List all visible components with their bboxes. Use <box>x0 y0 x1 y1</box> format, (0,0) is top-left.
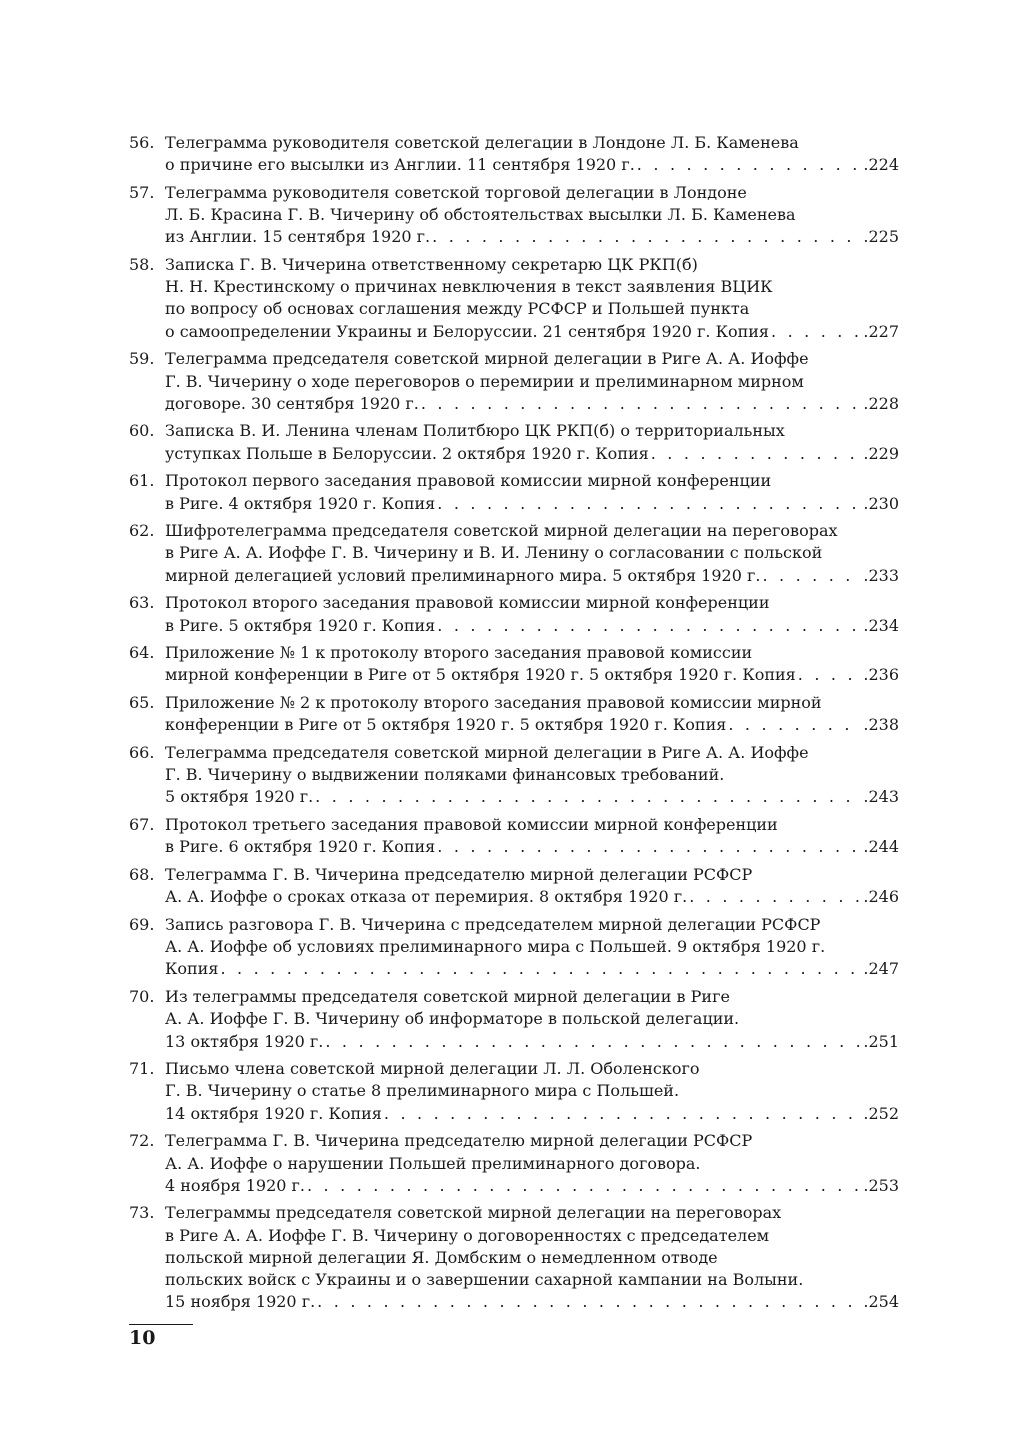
entry-last-line <box>165 615 899 637</box>
entry-page-number: .251 <box>863 1031 899 1051</box>
entry-title-line: Копия <box>165 959 219 979</box>
dot-leader <box>307 1175 861 1197</box>
entry-number: 61. <box>129 471 155 491</box>
entry-last-line <box>165 154 899 176</box>
toc-entry <box>129 420 899 464</box>
entry-number: 70. <box>129 987 155 1007</box>
toc-entry <box>129 1058 899 1125</box>
toc-entry <box>129 742 899 809</box>
entry-title-line: о причине его высылки из Англии. 11 сентября 1920 г. <box>165 155 635 175</box>
entry-title-line: Протокол третьего заседания правовой комиссии мирной конференции <box>165 815 778 835</box>
entry-title-line: 4 ноября 1920 г. <box>165 1175 305 1195</box>
entry-title-line: о самоопределении Украины и Белоруссии. 21 сентября 1920 г. Копия <box>165 321 770 341</box>
entry-page-number: .254 <box>863 1292 899 1312</box>
dot-leader <box>437 493 861 515</box>
entry-number: 59. <box>129 349 155 369</box>
entry-number: 60. <box>129 421 155 441</box>
entry-last-line <box>165 1291 899 1313</box>
entry-title-line: Г. В. Чичерину о статье 8 прелиминарного мира с Польшей. <box>165 1081 680 1101</box>
entry-title-line: Из телеграммы председателя советской мирной делегации в Риге <box>165 987 730 1007</box>
dot-leader <box>689 886 861 908</box>
entry-last-line <box>165 443 899 465</box>
entry-number: 64. <box>129 643 155 663</box>
entry-title-line: Приложение № 2 к протоколу второго заседания правовой комиссии мирной <box>165 693 822 713</box>
dot-leader <box>384 1103 862 1125</box>
toc-entry <box>129 132 899 176</box>
dot-leader <box>317 1291 861 1313</box>
dot-leader <box>432 226 861 248</box>
entry-title-line: в Риге. 4 октября 1920 г. Копия <box>165 493 436 513</box>
entry-number: 72. <box>129 1131 155 1151</box>
dot-leader <box>437 615 861 637</box>
toc-entry <box>129 348 899 415</box>
footer-rule <box>129 1324 193 1325</box>
dot-leader <box>325 1031 861 1053</box>
entry-last-line <box>165 565 899 587</box>
entry-page-number: .243 <box>863 787 899 807</box>
entry-page-number: .228 <box>863 393 899 413</box>
entry-title-line: А. А. Иоффе о сроках отказа от перемирия. 8 октября 1920 г. <box>165 887 688 907</box>
entry-number: 56. <box>129 133 155 152</box>
entry-title-line: Телеграммы председателя советской мирной делегации на переговорах <box>165 1203 782 1223</box>
toc-entry <box>129 914 899 981</box>
entry-number: 65. <box>129 693 155 713</box>
entry-title-line: мирной конференции в Риге от 5 октября 1920 г. 5 октября 1920 г. Копия <box>165 665 796 685</box>
toc-entry <box>129 814 899 858</box>
entry-title-line: Записка В. И. Ленина членам Политбюро ЦК РКП(б) о территориальных <box>165 421 785 441</box>
toc-entry <box>129 986 899 1053</box>
entry-title-line: Письмо члена советской мирной делегации Л. Л. Оболенского <box>165 1059 700 1079</box>
entry-title-line: А. А. Иоффе об условиях прелиминарного мира с Польшей. 9 октября 1920 г. <box>165 937 826 957</box>
entry-number: 66. <box>129 743 155 763</box>
entry-title-line: 14 октября 1920 г. Копия <box>165 1103 382 1123</box>
entry-number: 62. <box>129 521 155 541</box>
entry-page-number: .247 <box>863 959 899 979</box>
entry-title-line: Протокол первого заседания правовой комиссии мирной конференции <box>165 471 772 491</box>
entry-title-line: Н. Н. Крестинскому о причинах невключения в текст заявления ВЦИК <box>165 277 773 297</box>
entry-number: 63. <box>129 593 155 613</box>
toc-entry <box>129 1130 899 1197</box>
entry-number: 71. <box>129 1059 155 1079</box>
dot-leader <box>437 836 861 858</box>
toc-entry <box>129 470 899 514</box>
entry-title-line: в Риге. 5 октября 1920 г. Копия <box>165 615 436 635</box>
entry-last-line <box>165 958 899 980</box>
entry-last-line <box>165 226 899 248</box>
entry-last-line <box>165 714 899 736</box>
entry-page-number: .225 <box>863 227 899 247</box>
entry-last-line <box>165 1103 899 1125</box>
entry-title-line: Телеграмма Г. В. Чичерина председателю мирной делегации РСФСР <box>165 1131 753 1151</box>
entry-title-line: Г. В. Чичерину о ходе переговоров о перемирии и прелиминарном мирном <box>165 371 804 391</box>
entry-title-line: 5 октября 1920 г. <box>165 787 314 807</box>
entry-title-line: А. А. Иоффе Г. В. Чичерину об информаторе в польской делегации. <box>165 1009 740 1029</box>
dot-leader <box>762 565 861 587</box>
dot-leader <box>315 786 861 808</box>
toc-entry <box>129 520 899 587</box>
entry-last-line <box>165 1175 899 1197</box>
dot-leader <box>421 393 862 415</box>
entry-number: 68. <box>129 865 155 885</box>
toc-entry <box>129 692 899 736</box>
entry-title-line: уступках Польше в Белоруссии. 2 октября 1920 г. Копия <box>165 443 649 463</box>
entry-number: 73. <box>129 1203 155 1223</box>
dot-leader <box>220 958 861 980</box>
entry-title-line: Г. В. Чичерину о выдвижении поляками финансовых требований. <box>165 765 725 785</box>
dot-leader <box>637 154 862 176</box>
entry-last-line <box>165 886 899 908</box>
entry-title-line: Записка Г. В. Чичерина ответственному секретарю ЦК РКП(б) <box>165 255 698 275</box>
entry-last-line <box>165 321 899 343</box>
entry-title-line: А. А. Иоффе о нарушении Польшей прелиминарного договора. <box>165 1153 701 1173</box>
entry-number: 69. <box>129 915 155 934</box>
entry-page-number: .252 <box>863 1103 899 1123</box>
entry-page-number: .233 <box>863 565 899 585</box>
toc-entry <box>129 1202 899 1313</box>
entry-page-number: .224 <box>863 155 899 175</box>
entry-title-line: 13 октября 1920 г. <box>165 1031 324 1051</box>
entry-last-line <box>165 393 899 415</box>
entry-page-number: .244 <box>863 837 899 857</box>
entry-title-line: польских войск с Украины и о завершении сахарной кампании на Волыни. <box>165 1270 804 1290</box>
entry-title-line: Протокол второго заседания правовой комиссии мирной конференции <box>165 593 770 613</box>
entry-title-line: Телеграмма руководителя советской делегации в Лондоне Л. Б. Каменева <box>165 133 799 152</box>
entry-last-line <box>165 493 899 515</box>
entry-title-line: мирной делегацией условий прелиминарного мира. 5 октября 1920 г. <box>165 565 761 585</box>
entry-last-line <box>165 836 899 858</box>
entry-title-line: конференции в Риге от 5 октября 1920 г. 5 октября 1920 г. Копия <box>165 715 727 735</box>
toc-entry <box>129 864 899 908</box>
entry-number: 58. <box>129 255 155 275</box>
entry-number: 67. <box>129 815 155 835</box>
entry-number: 57. <box>129 182 155 202</box>
entry-page-number: .229 <box>863 443 899 463</box>
entry-title-line: польской мирной делегации Я. Домбским о немедленном отводе <box>165 1247 718 1267</box>
entry-last-line <box>165 786 899 808</box>
toc-entry <box>129 592 899 636</box>
entry-title-line: Телеграмма председателя советской мирной делегации в Риге А. А. Иоффе <box>165 743 809 763</box>
entry-title-line: Телеграмма Г. В. Чичерина председателю мирной делегации РСФСР <box>165 865 753 885</box>
entry-title-line: Шифротелеграмма председателя советской мирной делегации на переговорах <box>165 521 838 541</box>
entry-title-line: 15 ноября 1920 г. <box>165 1292 316 1312</box>
toc-entry <box>129 182 899 249</box>
entry-title-line: договоре. 30 сентября 1920 г. <box>165 393 419 413</box>
toc-entry <box>129 254 899 343</box>
entry-page-number: .227 <box>863 321 899 341</box>
entry-title-line: по вопросу об основах соглашения между РСФСР и Польшей пункта <box>165 299 750 319</box>
table-of-contents <box>129 132 899 1319</box>
entry-title-line: в Риге А. А. Иоффе Г. В. Чичерину о договоренностях с председателем <box>165 1225 770 1245</box>
entry-last-line <box>165 664 899 686</box>
dot-leader <box>651 443 862 465</box>
entry-title-line: Телеграмма председателя советской мирной делегации в Риге А. А. Иоффе <box>165 349 809 369</box>
entry-page-number: .246 <box>863 887 899 907</box>
entry-title-line: в Риге. 6 октября 1920 г. Копия <box>165 837 436 857</box>
entry-page-number: .238 <box>863 715 899 735</box>
entry-title-line: в Риге А. А. Иоффе Г. В. Чичерину и В. И. Ленину о согласовании с польской <box>165 543 823 563</box>
dot-leader <box>798 664 862 686</box>
entry-page-number: .230 <box>863 493 899 513</box>
entry-page-number: .236 <box>863 665 899 685</box>
dot-leader <box>771 321 861 343</box>
entry-page-number: .234 <box>863 615 899 635</box>
entry-page-number: .253 <box>863 1175 899 1195</box>
entry-title-line: Запись разговора Г. В. Чичерина с председателем мирной делегации РСФСР <box>165 915 821 934</box>
entry-title-line: Телеграмма руководителя советской торговой делегации в Лондоне <box>165 182 747 202</box>
page-number: 10 <box>129 1327 156 1349</box>
entry-title-line: Л. Б. Красина Г. В. Чичерину об обстоятельствах высылки Л. Б. Каменева <box>165 205 796 225</box>
toc-entry <box>129 642 899 686</box>
entry-title-line: Приложение № 1 к протоколу второго заседания правовой комиссии <box>165 643 753 663</box>
dot-leader <box>728 714 861 736</box>
entry-title-line: из Англии. 15 сентября 1920 г. <box>165 227 431 247</box>
entry-last-line <box>165 1031 899 1053</box>
